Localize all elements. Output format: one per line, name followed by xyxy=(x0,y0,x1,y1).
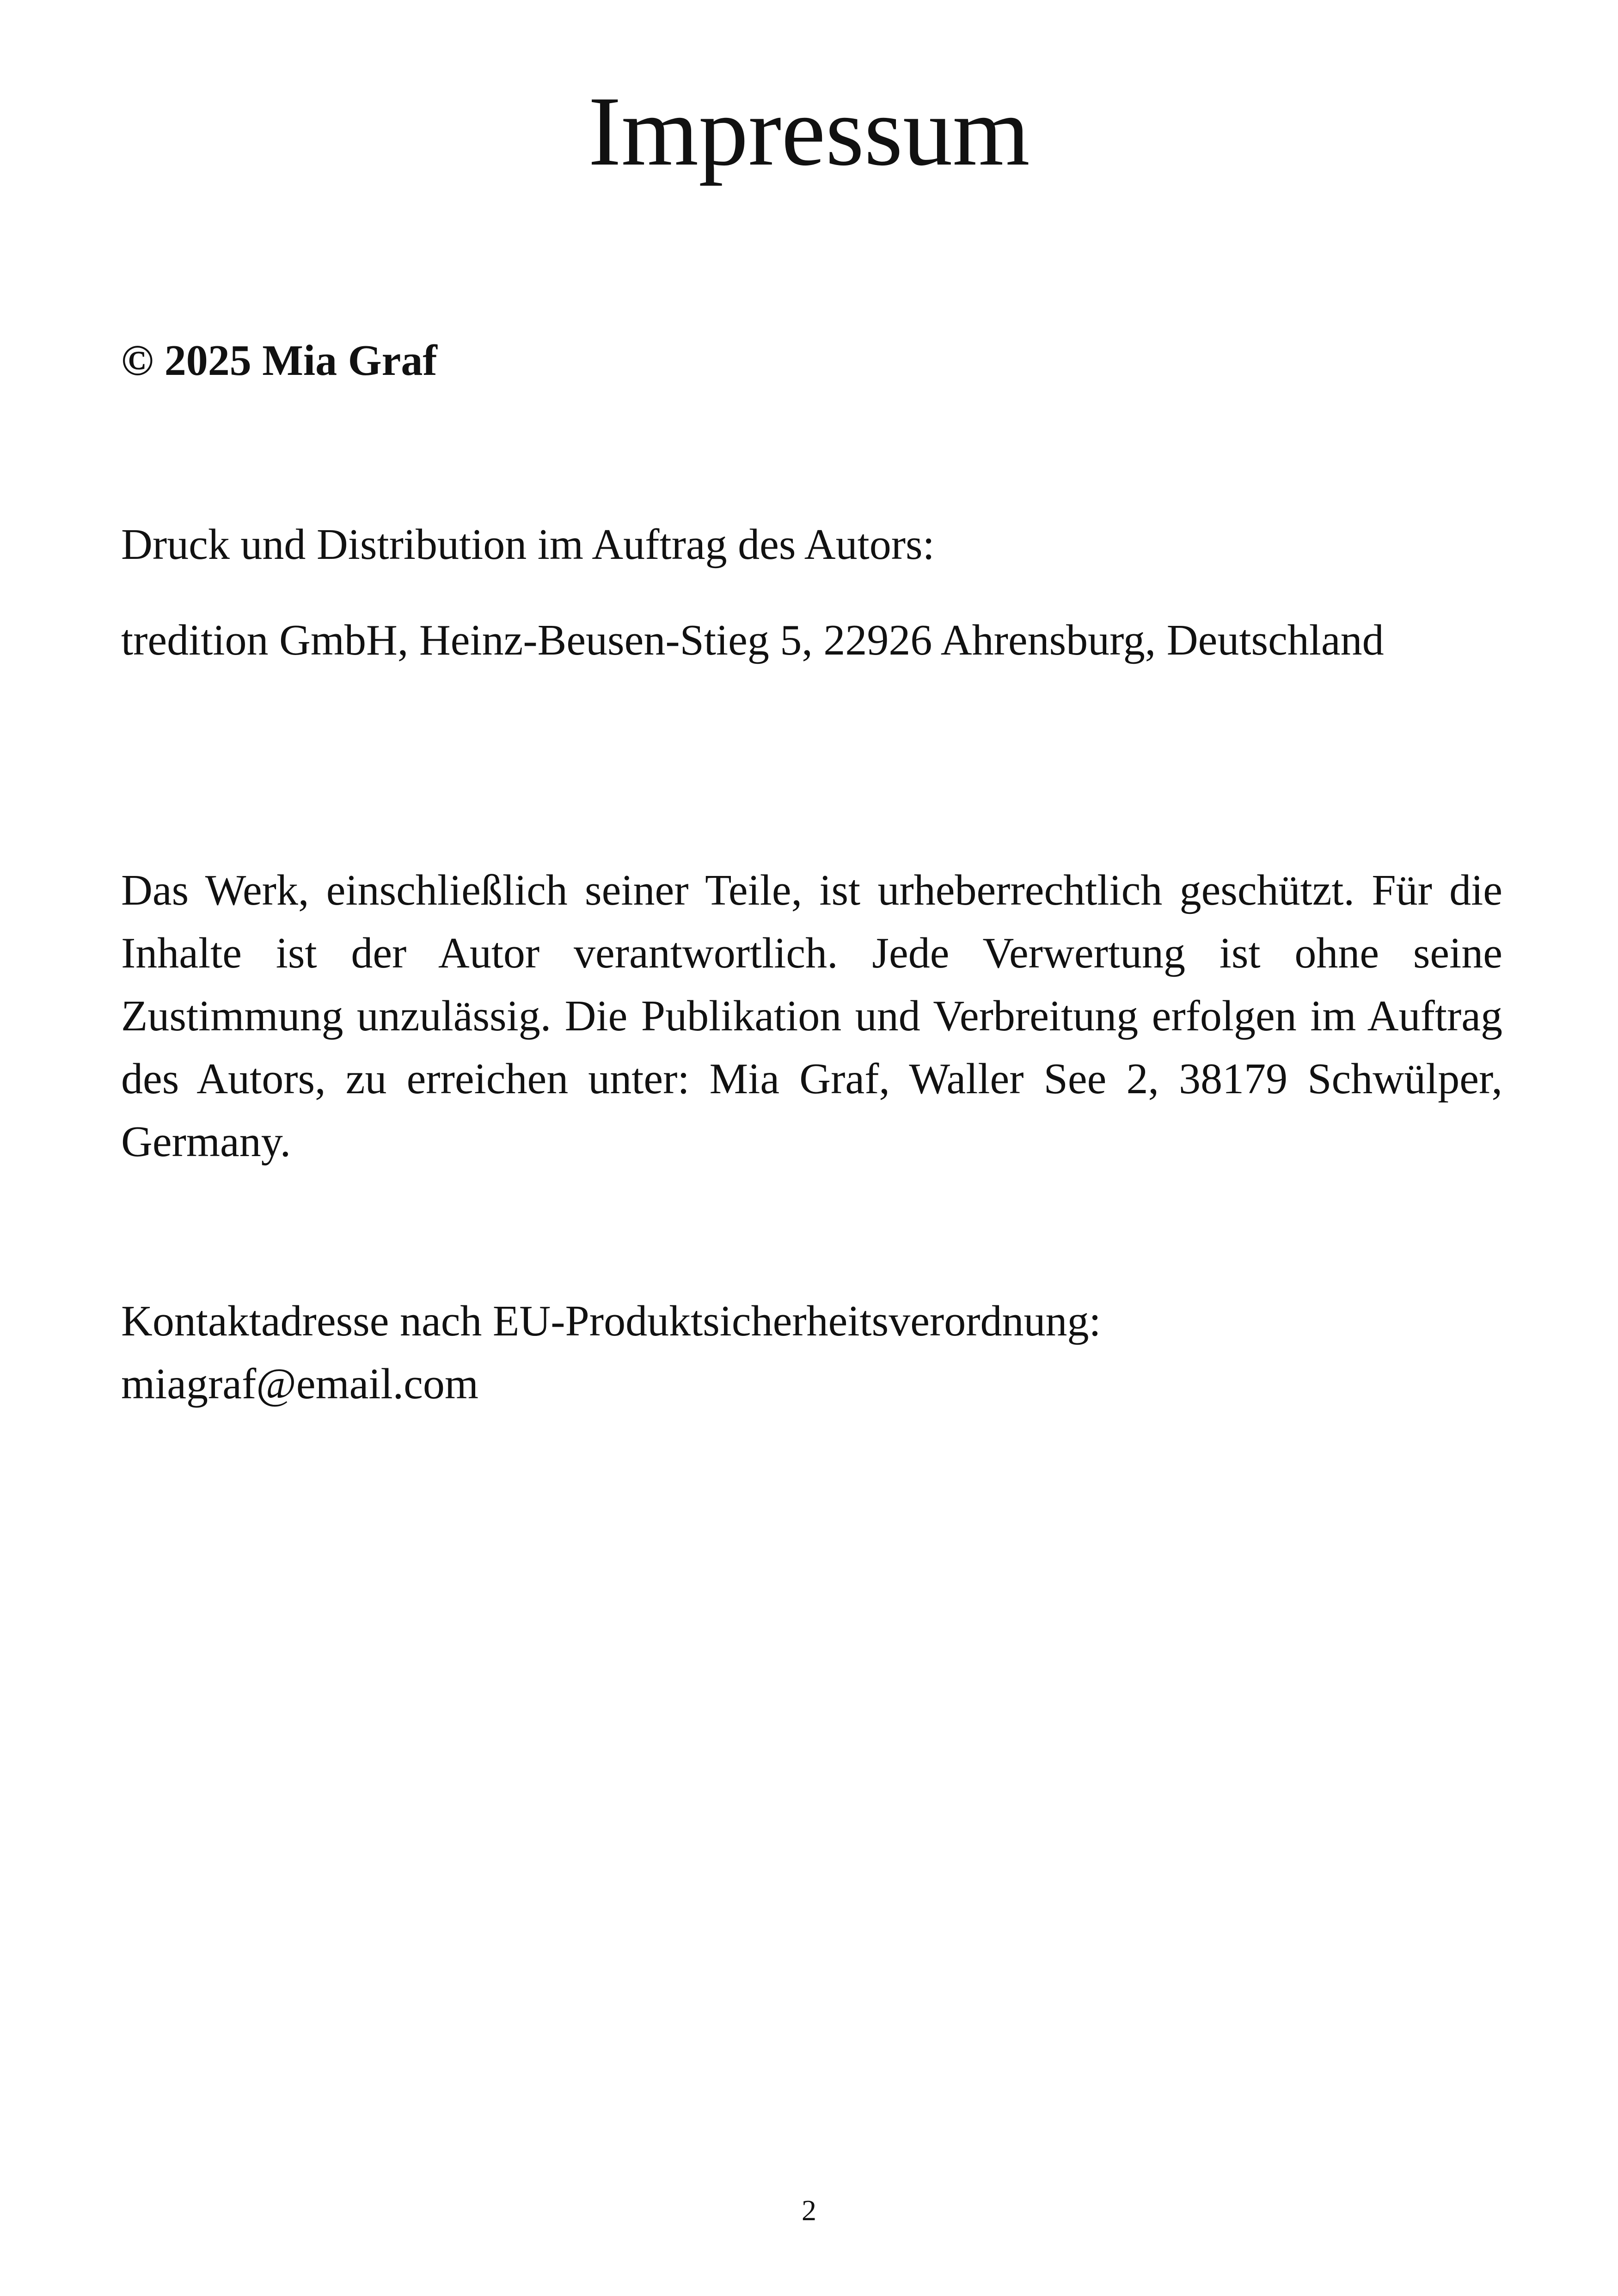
contact-email: miagraf@email.com xyxy=(121,1360,478,1408)
distribution-label: Druck und Distribution im Auftrag des Autors: xyxy=(121,520,935,569)
rights-paragraph: Das Werk, einschließlich seiner Teile, ist urheberrechtlich geschützt. Für die Inhalte ist der Autor verantwortlich. Jede Verwertung ist ohne seine Zustimmung unzulässig. Die Publikation und Verbreitung erfolgen im Auftrag des Autors, zu erreichen unter: Mia Graf, Waller See 2, 38179 Schwülper, Germany. xyxy=(121,866,1502,1166)
copyright-notice: © 2025 Mia Graf xyxy=(121,337,437,385)
contact-label: Kontaktadresse nach EU-Produktsicherheitsverordnung: xyxy=(121,1297,1101,1345)
page-title: Impressum xyxy=(588,76,1030,186)
contact-section xyxy=(121,1290,1502,1415)
publisher-address: tredition GmbH, Heinz-Beusen-Stieg 5, 22926 Ahrensburg, Deutschland xyxy=(121,616,1384,664)
page-number: 2 xyxy=(802,2194,816,2227)
